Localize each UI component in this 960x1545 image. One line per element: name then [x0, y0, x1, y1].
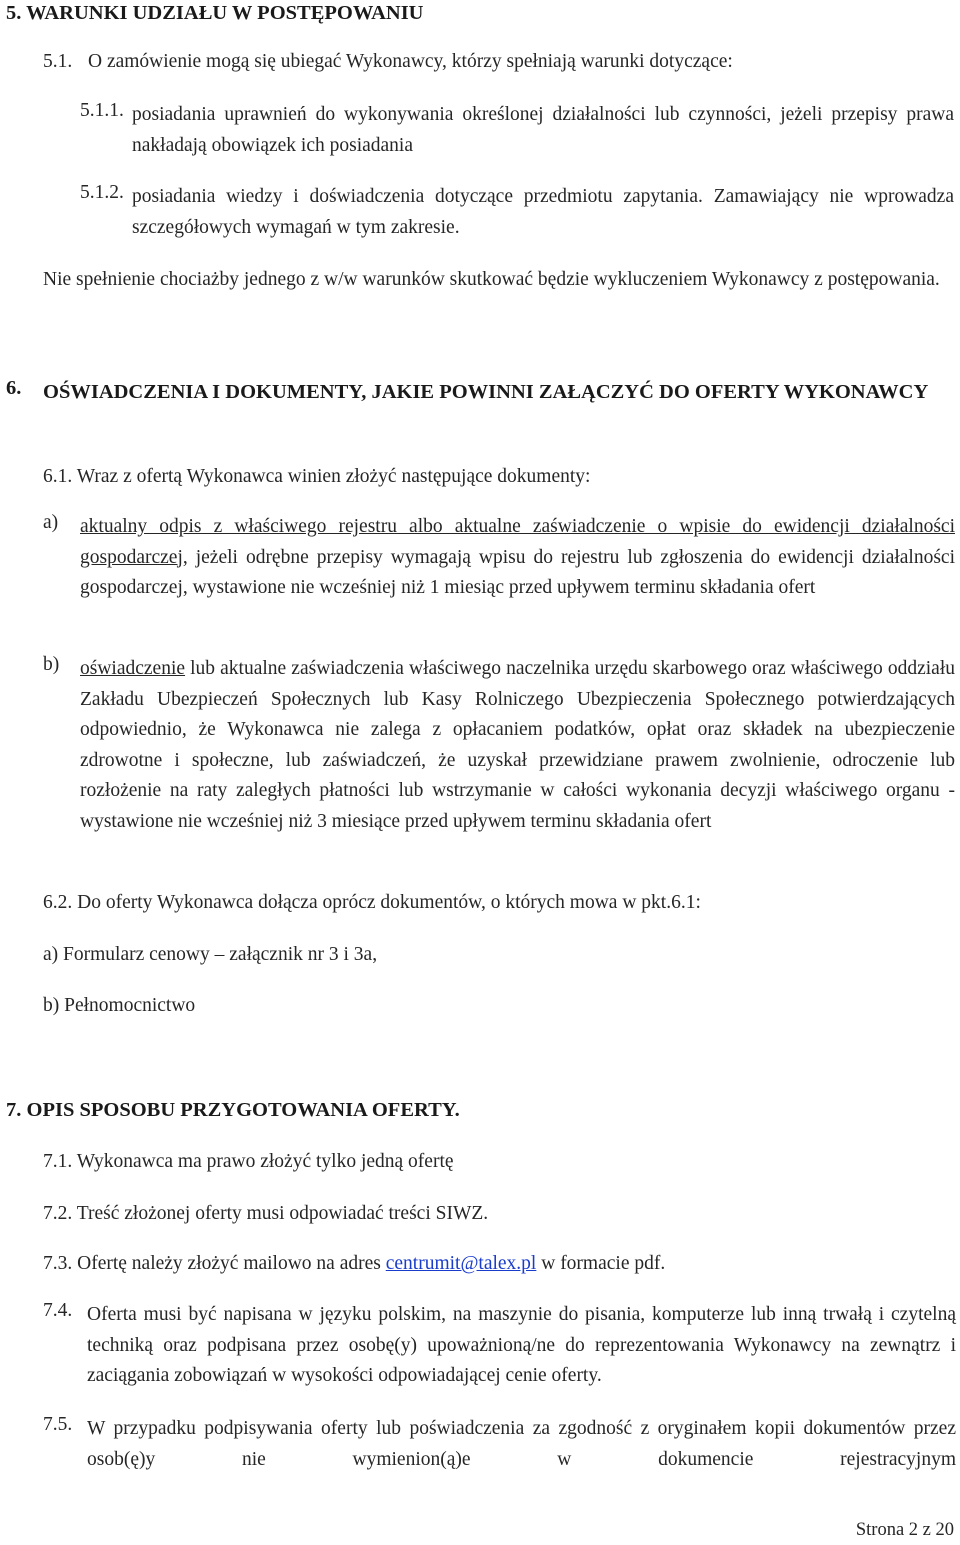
section-7-heading: 7. OPIS SPOSOBU PRZYGOTOWANIA OFERTY.	[6, 1099, 460, 1121]
paragraph-7-3-text: 7.3. Ofertę należy złożyć mailowo na adres	[43, 1253, 386, 1274]
document-item-b-text	[80, 654, 955, 837]
document-item-b-underlined: oświadczenie	[80, 658, 186, 679]
document-item-a-label: a)	[43, 512, 59, 533]
document-item-b-label: b)	[43, 654, 60, 675]
section-6-heading	[6, 377, 954, 407]
section-6-heading-text: OŚWIADCZENIA I DOKUMENTY, JAKIE POWINNI ZAŁĄCZYĆ DO OFERTY WYKONAWCY	[43, 381, 929, 403]
paragraph-7-5-text: W przypadku podpisywania oferty lub poświadczenia za zgodność z oryginałem kopii dokumentów przez osob(ę)y nie wymienion(ą)e w dokumencie rejestracyjnym	[87, 1418, 956, 1470]
paragraph-7-5-number: 7.5.	[43, 1414, 73, 1435]
document-item-b-rest: lub aktualne zaświadczenia właściwego naczelnika urzędu skarbowego oraz właściwego oddziału Zakładu Ubezpieczeń Społecznych lub Kasy Rolniczego Ubezpieczenia Społecznego potwierdzających odpowiednio, że Wykonawca nie zalega z opłacaniem podatków, opłat oraz składek na ubezpieczenie zdrowotne i społeczne, lub zaświadczeń, że uzyskał przewidziane prawem zwolnienie, odroczenie lub rozłożenie na raty zaległych płatności lub wstrzymanie w całości wykonania decyzji właściwego organu - wystawione nie wcześniej niż 3 miesiące przed upływem terminu składania ofert	[80, 658, 955, 832]
paragraph-5-1-1-number: 5.1.1.	[80, 100, 124, 121]
paragraph-5-1	[43, 47, 733, 77]
paragraph-5-1-1-text: posiadania uprawnień do wykonywania określonej działalności lub czynności, jeżeli przepisy prawa nakładają obowiązek ich posiadania	[132, 104, 954, 156]
attachment-item-b: b) Pełnomocnictwo	[43, 995, 196, 1016]
paragraph-7-2: 7.2. Treść złożonej oferty musi odpowiadać treści SIWZ.	[43, 1203, 489, 1224]
attachment-item-a: a) Formularz cenowy – załącznik nr 3 i 3a,	[43, 944, 378, 965]
paragraph-7-5	[43, 1414, 956, 1475]
paragraph-5-1-number: 5.1.	[43, 51, 73, 72]
paragraph-7-3-suffix: w formacie pdf.	[536, 1253, 666, 1274]
paragraph-5-1-text: O zamówienie mogą się ubiegać Wykonawcy, którzy spełniają warunki dotyczące:	[88, 51, 733, 72]
paragraph-7-4-text: Oferta musi być napisana w języku polskim, na maszynie do pisania, komputerze lub inną trwałą i czytelną techniką oraz podpisana przez osobę(y) upoważnioną/ne do reprezentowania Wykonawcy na zewnątrz i zaciągania zobowiązań w wysokości odpowiadającej cenie oferty.	[87, 1304, 956, 1386]
section-6-heading-number: 6.	[6, 377, 22, 399]
section-5-heading: 5. WARUNKI UDZIAŁU W POSTĘPOWANIU	[6, 2, 424, 24]
document-item-a-text	[80, 512, 955, 604]
document-item-a-rest: , jeżeli odrębne przepisy wymagają wpisu do rejestru lub zgłoszenia do ewidencji działalności gospodarczej, wystawione nie wcześniej niż 1 miesiąc przed upływem terminu składania ofert	[80, 546, 955, 598]
paragraph-5-1-2-number: 5.1.2.	[80, 182, 124, 203]
document-item-a	[43, 512, 955, 604]
paragraph-7-3	[43, 1249, 665, 1279]
page-number: Strona 2 z 20	[855, 1520, 954, 1540]
paragraph-5-1-2	[80, 182, 954, 243]
document-item-b	[43, 654, 955, 837]
paragraph-6-1: 6.1. Wraz z ofertą Wykonawca winien złożyć następujące dokumenty:	[43, 466, 591, 487]
paragraph-5-1-1	[80, 100, 954, 161]
paragraph-5-1-2-text: posiadania wiedzy i doświadczenia dotyczące przedmiotu zapytania. Zamawiający nie wprowadza szczegółowych wymagań w tym zakresie.	[132, 186, 954, 238]
paragraph-7-4	[43, 1300, 956, 1392]
document-item-a-underlined: aktualny odpis z właściwego rejestru albo aktualne zaświadczenie o wpisie do ewidencji działalności gospodarczej	[80, 516, 955, 568]
paragraph-7-4-number: 7.4.	[43, 1300, 73, 1321]
paragraph-6-2: 6.2. Do oferty Wykonawca dołącza oprócz dokumentów, o których mowa w pkt.6.1:	[43, 892, 701, 913]
disqualification-note: Nie spełnienie chociażby jednego z w/w warunków skutkować będzie wykluczeniem Wykonawcy z postępowania.	[43, 269, 940, 290]
email-link[interactable]: centrumit@talex.pl	[385, 1253, 537, 1274]
paragraph-7-1: 7.1. Wykonawca ma prawo złożyć tylko jedną ofertę	[43, 1151, 454, 1172]
